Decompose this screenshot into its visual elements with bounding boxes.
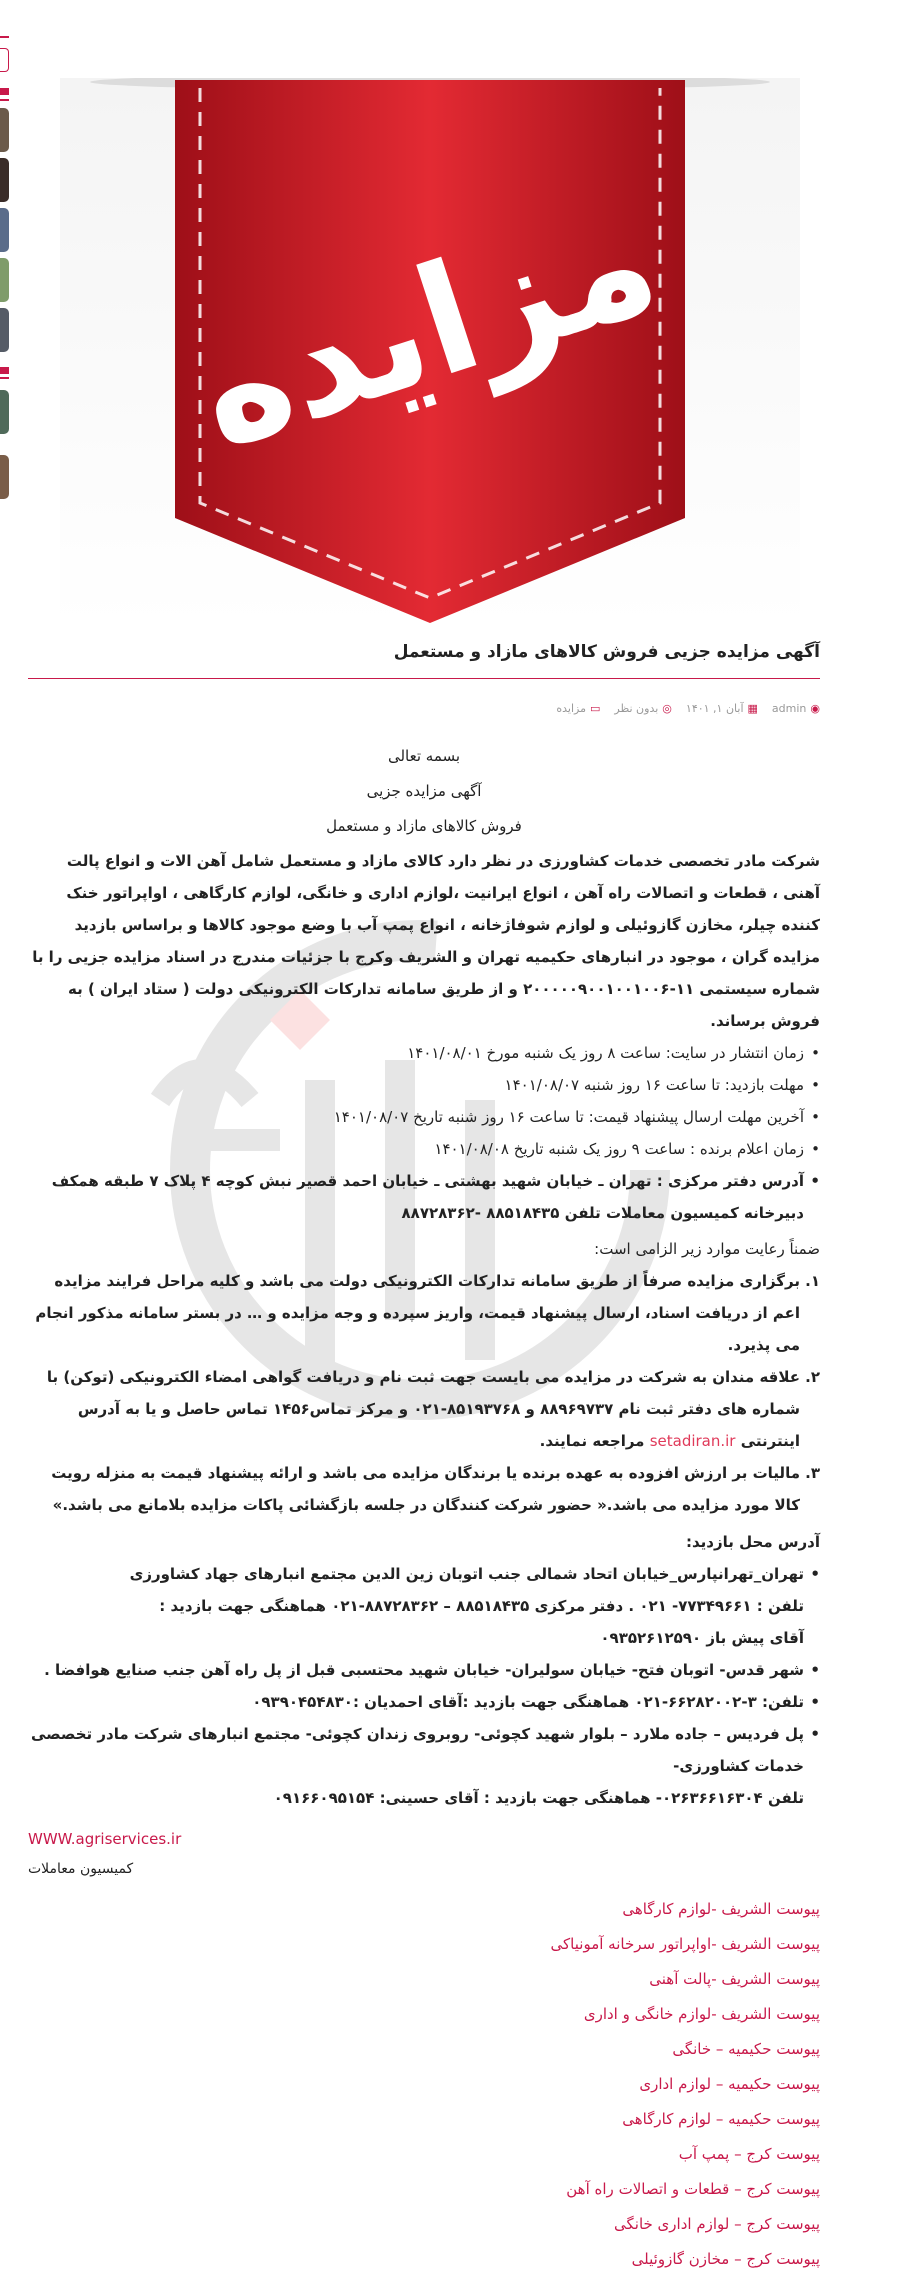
attachment-link[interactable]: پیوست الشریف -پالت آهنی [649, 1970, 820, 1988]
sidebar-heading [0, 365, 9, 375]
requirements-intro: ضمناً رعایت موارد زیر الزامی است: [594, 1240, 820, 1258]
schedule-item: • مهلت بازدید: تا ساعت ۱۶ روز شنبه ۱۴۰۱/۰۸/۰۷ [28, 1069, 820, 1101]
requirement-item [28, 1265, 820, 1361]
meta-date [686, 702, 758, 715]
calendar-icon: ▦ [747, 702, 758, 715]
visit-contact: آقای پیش باز ۰۹۳۵۲۶۱۲۵۹۰ [600, 1629, 804, 1647]
requirement-text: مراجعه نمایند. [539, 1432, 650, 1450]
news-thumbnail[interactable] [0, 158, 9, 202]
news-thumbnail[interactable] [0, 208, 9, 252]
attachments-list [28, 1892, 820, 2277]
post-body [28, 845, 820, 2277]
schedule-item: • زمان اعلام برنده : ساعت ۹ روز یک شنبه تاریخ ۱۴۰۱/۰۸/۰۸ [28, 1133, 820, 1165]
signature: کمیسیون معاملات [28, 1861, 134, 1877]
heading-notice: آگهی مزایده جزیی [366, 782, 482, 800]
requirement-item [28, 1457, 820, 1521]
attachment-link[interactable]: پیوست حکیمیه – خانگی [672, 2040, 820, 2058]
heading-basmala: بسمه تعالی [387, 747, 461, 765]
attachment-link[interactable]: پیوست کرج – مخازن گازوئیلی [631, 2250, 820, 2268]
news-thumbnail[interactable] [0, 308, 9, 352]
visit-address: پل فردیس – جاده ملارد – بلوار شهید کچوئی- روبروی زندان کچوئی- مجتمع انبارهای شرکت مادر تخصصی خدمات کشاورزی- [30, 1725, 804, 1775]
schedule-item: • زمان انتشار در سایت: ساعت ۸ روز یک شنبه مورخ ۱۴۰۱/۰۸/۰۱ [28, 1037, 820, 1069]
post-date: آبان ۱, ۱۴۰۱ [685, 702, 744, 715]
post-title: آگهی مزایده جزیی فروش کالاهای مازاد و مستعمل [393, 642, 820, 662]
sidebar-divider [0, 36, 9, 38]
requirement-item [28, 1361, 820, 1457]
item-number: ۲. [805, 1368, 820, 1386]
website-link[interactable]: WWW.agriservices.ir [28, 1830, 182, 1848]
item-number: ۱. [805, 1272, 820, 1290]
attachment-link[interactable]: پیوست الشریف -لوازم کارگاهی [622, 1900, 820, 1918]
meta-comments[interactable] [614, 702, 672, 715]
requirement-text: برگزاری مزایده صرفاً از طریق سامانه تدارکات الکترونیکی دولت می باشد و کلیه مراحل فرایند مزایده اعم از دریافت اسناد، ارسال پیشنهاد قیمت، واریز سپرده و وجه مزایده و … در بستر سامانه مذکور انجام می پذیرد. [35, 1272, 800, 1354]
attachment-link[interactable]: پیوست کرج – پمپ آب [678, 2145, 820, 2163]
schedule-item: • آخرین مهلت ارسال پیشنهاد قیمت: تا ساعت ۱۶ روز شنبه تاریخ ۱۴۰۱/۰۸/۰۷ [28, 1101, 820, 1133]
visit-location-1 [28, 1558, 820, 1654]
requirement-text: مالیات بر ارزش افزوده به عهده برنده یا برندگان مزایده می باشد و ارائه پیشنهاد قیمت به منزله رویت کالا مورد مزایده می باشد.« حضور شرکت کنندگان در جلسه بازگشائی پاکات مزایده بلامانع می باشد.» [51, 1464, 800, 1514]
setadiran-link[interactable]: setadiran.ir [649, 1432, 736, 1450]
attachment-link[interactable]: پیوست حکیمیه – لوازم کارگاهی [622, 2110, 820, 2128]
sidebar-divider [0, 377, 9, 379]
user-icon: ◉ [810, 702, 820, 715]
visit-location-2: • شهر قدس- اتوبان فتح- خیابان سولیران- خیابان شهید محتسبی قبل از پل راه آهن جنب صنایع هوافضا . [28, 1654, 820, 1686]
meta-category[interactable] [556, 702, 600, 715]
visit-phone: تلفن ۰۲۶۳۶۶۱۶۳۰۴- هماهنگی جهت بازدید : آقای حسینی: ۰۹۱۶۶۰۹۵۱۵۴ [273, 1789, 804, 1807]
visit-phone-2: • تلفن: ۳-۶۶۲۸۲۰۰۲-۰۲۱ هماهنگی جهت بازدید :آقای احمدیان :۰۹۳۹۰۴۵۴۸۳۰ [28, 1686, 820, 1718]
visit-address: تهران_تهرانپارس_خیابان اتحاد شمالی جنب اتوبان زین الدین مجتمع انبارهای جهاد کشاورزی [129, 1565, 804, 1583]
visit-heading: آدرس محل بازدید: [686, 1533, 820, 1551]
office-address: • آدرس دفتر مرکزی : تهران ـ خیابان شهید بهشتی ـ خیابان احمد قصیر نبش کوچه ۴ پلاک ۷ طبقه همکف دبیرخانه کمیسیون معاملات تلفن ۸۸۵۱۸۴۳۵ -۸۸۷۲۸۳۶۲ [28, 1165, 820, 1229]
author-name[interactable]: admin [771, 702, 807, 715]
attachment-link[interactable]: پیوست کرج – لوازم اداری خانگی [613, 2215, 820, 2233]
attachment-link[interactable]: پیوست حکیمیه – لوازم اداری [639, 2075, 820, 2093]
sidebar-search-box[interactable] [0, 48, 9, 72]
attachment-link[interactable]: پیوست الشریف -لوازم خانگی و اداری [583, 2005, 820, 2023]
news-thumbnail[interactable] [0, 258, 9, 302]
attachment-link[interactable]: پیوست الشریف -اواپراتور سرخانه آمونیاکی [550, 1935, 820, 1953]
comment-icon: ◎ [662, 702, 672, 715]
title-divider [28, 678, 820, 679]
news-thumbnail[interactable] [0, 390, 9, 434]
comments-count[interactable]: بدون نظر [614, 702, 659, 715]
meta-author[interactable] [772, 702, 820, 715]
visit-phone: تلفن : ۷۷۳۴۹۶۶۱- ۰۲۱ . دفتر مرکزی ۸۸۵۱۸۴۳۵ – ۸۸۷۲۸۳۶۲-۰۲۱ هماهنگی جهت بازدید : [159, 1597, 804, 1615]
item-number: ۳. [805, 1464, 820, 1482]
sidebar-heading [0, 86, 9, 96]
requirement-text: علاقه مندان به شرکت در مزایده می بایست جهت ثبت نام و دریافت گواهی امضاء الکترونیکی (توکن) با شماره های دفتر ثبت نام ۸۸۹۶۹۷۳۷ و ۸۵۱۹۳۷۶۸-۰۲۱ و مرکز تماس۱۴۵۶ تماس حاصل و یا به آدرس اینترنتی [46, 1368, 800, 1450]
sidebar-divider [0, 99, 9, 101]
attachment-link[interactable]: پیوست کرج – قطعات و اتصالات راه آهن [566, 2180, 820, 2198]
sidebar-cutoff [0, 0, 10, 950]
signature-row [28, 1854, 820, 1884]
folder-icon: ▭ [590, 702, 601, 715]
intro-paragraph: شرکت مادر تخصصی خدمات کشاورزی در نظر دارد کالای مازاد و مستعمل شامل آهن الات و انواع پالت آهنی ، قطعات و اتصالات راه آهن ، انواع ایرانیت ،لوازم اداری و خانگی، لوازم کارگاهی ، اواپراتور خنک کننده چیلر، مخازن گازوئیلی و لوازم شوفاژخانه ، انواع پمپ آب با وضع موجود کالاها و براساس بازدید مزایده گران ، موجود در انبارهای حکیمیه تهران و الشریف وکرج با جزئیات مندرج در اسناد مزایده جزیی را با شماره سیستمی ۱۱-۲۰۰۰۰۰۹۰۰۱۰۰۱۰۰۶ و از طریق سامانه تدارکات الکترونیکی دولت ( ستاد ایران ) به فروش برساند. [32, 852, 820, 1030]
category-link[interactable]: مزایده [556, 702, 586, 715]
heading-sale: فروش کالاهای مازاد و مستعمل [326, 817, 522, 835]
news-thumbnail[interactable] [0, 455, 9, 499]
post-meta [556, 702, 820, 715]
banner-text: مزایده [176, 172, 677, 483]
news-thumbnail[interactable] [0, 108, 9, 152]
visit-location-3 [28, 1718, 820, 1814]
auction-banner-image [60, 78, 800, 626]
